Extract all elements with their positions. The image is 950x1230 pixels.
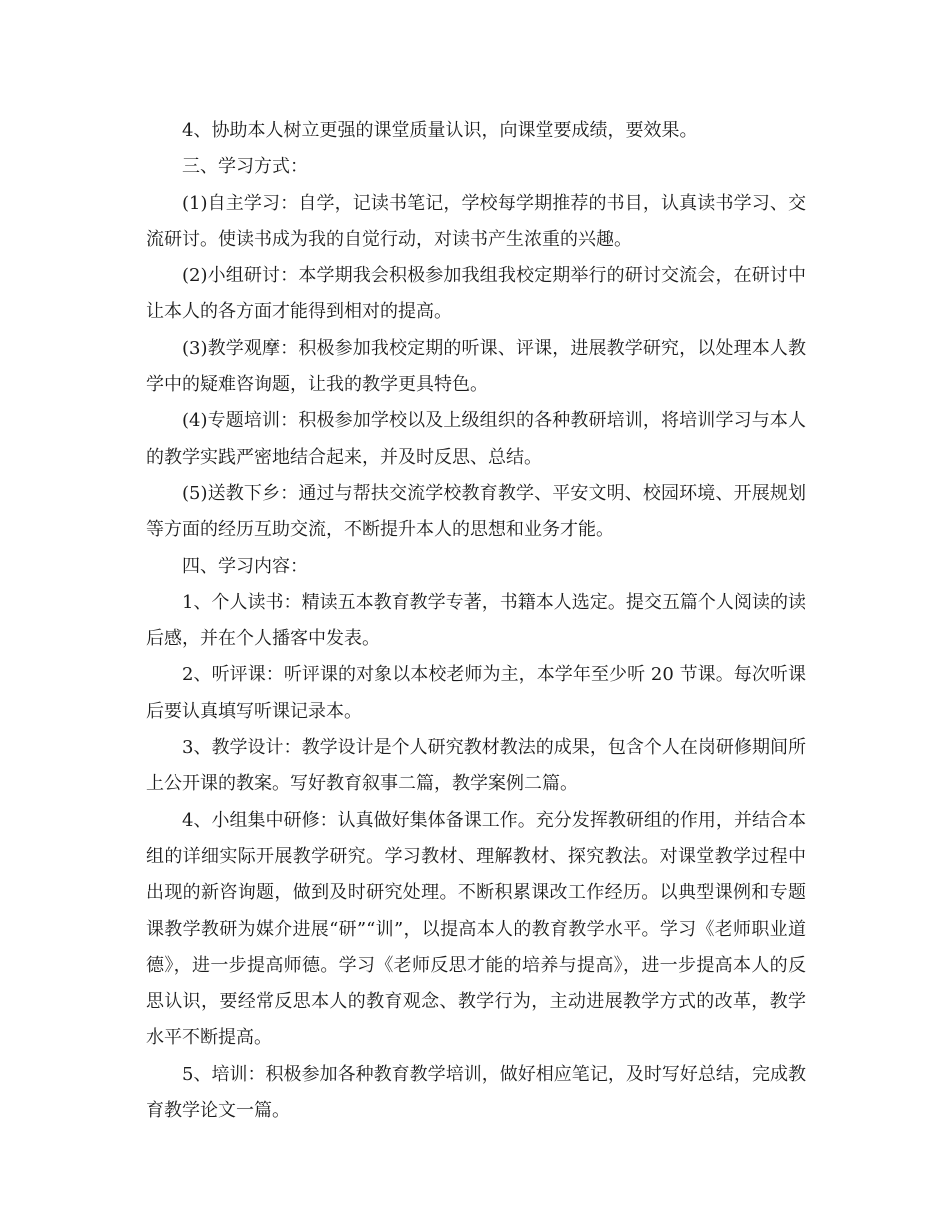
paragraph-training: 5、培训：积极参加各种教育教学培训，做好相应笔记，及时写好总结，完成教育教学论文一篇。 xyxy=(146,1063,806,1122)
heading-study-methods: 三、学习方式： xyxy=(182,156,308,178)
paragraph-point-4: 4、协助本人树立更强的课堂质量认识，向课堂要成绩，要效果。 xyxy=(182,120,698,141)
paragraph-personal-reading: 1、个人读书：精读五本教育教学专著，书籍本人选定。提交五篇个人阅读的读后感，并在个人播客中发表。 xyxy=(146,591,806,650)
paragraph-group-discussion: (2)小组研讨：本学期我会积极参加我组我校定期举行的研讨交流会，在研讨中让本人的各方面才能得到相对的提高。 xyxy=(146,265,806,323)
paragraph-special-training: (4)专题培训：积极参加学校以及上级组织的各种教研培训，将培训学习与本人的教学实践严密地结合起来，并及时反思、总结。 xyxy=(146,410,806,468)
paragraph-self-study: (1)自主学习：自学，记读书笔记，学校每学期推荐的书目，认真读书学习、交流研讨。使读书成为我的自觉行动，对读书产生浓重的兴趣。 xyxy=(146,192,806,250)
paragraph-rural-teaching: (5)送教下乡：通过与帮扶交流学校教育教学、平安文明、校园环境、开展规划等方面的经历互助交流，不断提升本人的思想和业务才能。 xyxy=(146,482,806,541)
document-body xyxy=(146,113,806,1129)
paragraph-teaching-observation: (3)教学观摩：积极参加我校定期的听课、评课，进展教学研究，以处理本人教学中的疑难咨询题，让我的教学更具特色。 xyxy=(146,337,806,396)
paragraph-lesson-evaluation: 2、听评课：听评课的对象以本校老师为主，本学年至少听 20 节课。每次听课后要认真填写听课记录本。 xyxy=(146,664,806,722)
paragraph-group-research: 4、小组集中研修：认真做好集体备课工作。充分发挥教研组的作用，并结合本组的详细实际开展教学研究。学习教材、理解教材、探究教法。对课堂教学过程中出现的新咨询题，做到及时研究处理。不断积累课改工作经历。以典型课例和专题课教学教研为媒介进展“研”“训”，以提高本人的教育教学水平。学习《老师职业道德》，进一步提高师德。学习《老师反思才能的培养与提高》，进一步提高本人的反思认识，要经常反思本人的教育观念、教学行为，主动进展教学方式的改革，教学水平不断提高。 xyxy=(146,809,806,1049)
heading-study-content: 四、学习内容： xyxy=(182,555,308,577)
paragraph-teaching-design: 3、教学设计：教学设计是个人研究教材教法的成果，包含个人在岗研修期间所上公开课的教案。写好教育叙事二篇，教学案例二篇。 xyxy=(146,737,806,795)
